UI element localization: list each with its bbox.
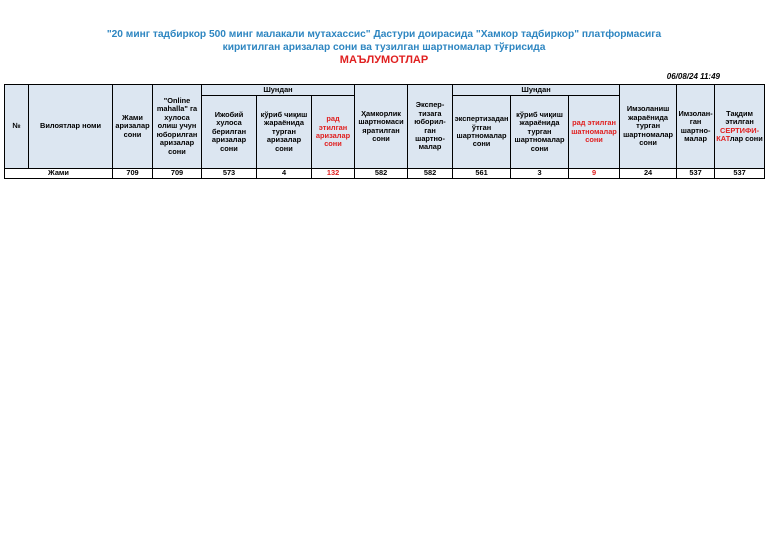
total-label: Жами — [5, 169, 113, 179]
header-online-mahalla: "Online mahalla" га хулоса олиш учун юборилган аризалар сони — [153, 85, 202, 169]
reviewing-contracts-value: 3 — [511, 169, 569, 179]
header-signed: Имзолан-ган шартно-малар — [677, 85, 715, 169]
passed-expertise-value: 561 — [453, 169, 511, 179]
header-rejected-contracts: рад этилган шатномалар сони — [569, 96, 620, 169]
signed-value: 537 — [677, 169, 715, 179]
header-certificates-post: лар сони — [729, 133, 763, 143]
title-line-1: "20 минг тадбиркор 500 минг малакали мутахассис" Дастури доирасида "Хамкор тадбиркор" платформасига — [106, 29, 662, 40]
header-passed-expertise: экспертизадан ўтган шартномалар сони — [453, 96, 511, 169]
header-certificates — [715, 85, 765, 169]
report-table — [4, 84, 765, 179]
sent-expertise-value: 582 — [408, 169, 453, 179]
online-mahalla-value: 709 — [153, 169, 202, 179]
header-certificates-red: СЕРТИФИ-КАТ — [716, 125, 760, 143]
reviewing-value: 4 — [257, 169, 312, 179]
signing-value: 24 — [620, 169, 677, 179]
header-reviewing: кўриб чиқиш жараёнида турган аризалар сони — [257, 96, 312, 169]
contracts-created-value: 582 — [355, 169, 408, 179]
title-line-2: киритилган аризалар сони ва тузилган шартномалар тўғрисида — [222, 42, 546, 53]
total-apps-value: 709 — [113, 169, 153, 179]
header-region: Вилоятлар номи — [29, 85, 113, 169]
rejected-apps-value: 132 — [312, 169, 355, 179]
positive-value: 573 — [202, 169, 257, 179]
rejected-contracts-value: 9 — [569, 169, 620, 179]
header-certificates-pre: Тақдим этилган — [725, 108, 754, 127]
header-contracts-created: Ҳамкорлик шартномаси яратилган сони — [355, 85, 408, 169]
header-signing: Имзоланиш жараёнида турган шартномалар сони — [620, 85, 677, 169]
header-total-apps: Жами аризалар сони — [113, 85, 153, 169]
certificates-value: 537 — [715, 169, 765, 179]
header-group-2: Шундан — [453, 85, 620, 96]
header-reviewing-contracts: кўриб чиқиш жараёнида турган шартномалар сони — [511, 96, 569, 169]
report-title — [0, 28, 768, 67]
header-num: № — [5, 85, 29, 169]
title-line-3: МАЪЛУМОТЛАР — [339, 54, 429, 66]
header-group-1: Шундан — [202, 85, 355, 96]
table-row-total — [5, 169, 765, 179]
header-rejected-apps: рад этилган аризалар сони — [312, 96, 355, 169]
header-positive: Ижобий хулоса берилган аризалар сони — [202, 96, 257, 169]
header-sent-expertise: Экспер-тизага юборил-ган шартно-малар — [408, 85, 453, 169]
report-date: 06/08/24 11:49 — [666, 72, 720, 81]
